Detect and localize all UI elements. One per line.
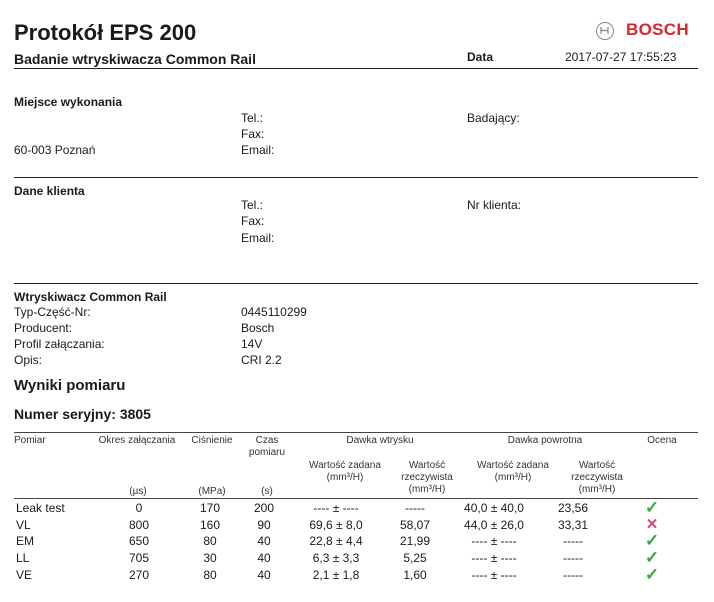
cell-cisnienie: 80 [203,568,217,582]
field-label: Profil załączania: [14,337,105,351]
client-tel-label: Tel.: [241,198,264,212]
cell-wtr-rzecz: 21,99 [399,534,431,548]
date-label: Data [467,50,494,64]
cell-wtr-zadana: 2,1 ± 1,8 [312,568,360,582]
cell-okres: 270 [128,568,150,582]
unit-mpa: (MPa) [198,486,226,497]
cell-okres: 0 [135,501,143,515]
page-title: Protokół EPS 200 [14,20,197,45]
location-fax-label: Fax: [241,127,265,141]
col-header-dawka-powrotna: Dawka powrotna [507,435,583,446]
cell-okres: 705 [128,551,150,565]
location-tel-label: Tel.: [241,111,264,125]
cell-wtr-zadana: 6,3 ± 3,3 [312,551,360,565]
cell-wtr-rzecz: ----- [405,501,425,515]
col-header-pow-zadana: Wartość zadana (mm³/H) [477,460,549,483]
col-header-wtr-zadana: Wartość zadana (mm³/H) [309,460,381,483]
cell-okres: 650 [128,534,150,548]
col-header-czas: Czas pomiaru [248,435,286,458]
field-value: 0445110299 [241,305,307,319]
cell-name: Leak test [16,501,65,515]
cell-wtr-zadana: 69,6 ± 8,0 [309,517,363,532]
cell-czas: 40 [257,568,271,582]
cell-pow-zadana: ---- ± ---- [471,551,517,565]
col-header-pow-rzeczywista: Wartość rzeczywista (mm³/H) [571,460,623,495]
table-header-line [14,498,698,499]
client-divider [14,283,698,284]
field-value: 14V [241,337,263,351]
location-email-label: Email: [241,143,275,157]
location-divider [14,177,698,178]
cell-czas: 90 [257,517,271,532]
cell-wtr-rzecz: 5,25 [403,551,427,565]
field-value: Bosch [241,321,275,335]
client-number-label: Nr klienta: [467,198,522,212]
field-label: Opis: [14,353,43,367]
cell-wtr-zadana: 22,8 ± 4,4 [309,534,363,548]
field-label: Typ-Część-Nr: [14,305,91,319]
unit-us: (µs) [129,486,147,497]
cell-wtr-rzecz: 1,60 [403,568,427,582]
table-top-line [14,432,698,433]
table-row [14,533,698,550]
cell-cisnienie: 160 [199,517,221,532]
table-row [14,500,698,517]
cell-pow-rzecz: ----- [563,551,583,565]
table-row [14,550,698,567]
cell-name: EM [16,534,34,548]
cell-name: LL [16,551,30,565]
cell-czas: 200 [253,501,275,515]
cell-pow-rzecz: 23,56 [557,501,589,515]
field-label: Producent: [14,321,73,335]
col-header-okres: Okres załączania [98,435,176,446]
location-title: Miejsce wykonania [14,95,123,109]
cell-czas: 40 [257,551,271,565]
cell-pow-rzecz: ----- [563,568,583,582]
unit-s: (s) [261,486,273,497]
cell-cisnienie: 80 [203,534,217,548]
col-header-cisnienie: Ciśnienie [191,435,233,446]
cell-pow-rzecz: 33,31 [557,517,589,532]
cell-ocena [606,567,698,584]
cell-wtr-zadana: ---- ± ---- [313,501,359,515]
cell-name: VL [16,517,31,532]
table-row [14,567,698,584]
cell-czas: 40 [257,534,271,548]
cell-okres: 800 [128,517,150,532]
serial-number: Numer seryjny: 3805 [14,406,151,422]
col-header-dawka-wtrysku: Dawka wtrysku [346,435,414,446]
client-title: Dane klienta [14,184,85,198]
cross-icon: ✕ [645,516,659,533]
tester-label: Badający: [467,111,520,125]
cell-pow-rzecz: ----- [563,534,583,548]
col-header-pomiar: Pomiar [14,435,46,446]
cell-pow-zadana: ---- ± ---- [471,568,517,582]
results-title: Wyniki pomiaru [14,377,126,394]
results-table [14,500,698,584]
cell-ocena [606,500,698,517]
cell-cisnienie: 30 [203,551,217,565]
check-icon: ✓ [644,548,660,567]
check-icon: ✓ [644,498,660,517]
col-header-wtr-rzeczywista: Wartość rzeczywista (mm³/H) [401,460,453,495]
injector-title: Wtryskiwacz Common Rail [14,290,167,304]
date-value: 2017-07-27 17:55:23 [565,50,677,64]
check-icon: ✓ [644,565,660,584]
client-fax-label: Fax: [241,214,265,228]
bosch-logo-icon [596,22,614,40]
cell-cisnienie: 170 [199,501,221,515]
header-divider [14,68,698,69]
location-address: 60-003 Poznań [14,143,96,157]
table-row [14,517,698,533]
client-email-label: Email: [241,231,275,245]
page-subtitle: Badanie wtryskiwacza Common Rail [14,51,256,67]
cell-pow-zadana: 40,0 ± 40,0 [464,501,524,515]
brand-name: BOSCH [626,20,689,39]
col-header-ocena: Ocena [647,435,677,446]
cell-pow-zadana: 44,0 ± 26,0 [464,517,524,532]
check-icon: ✓ [644,531,660,550]
cell-name: VE [16,568,33,582]
cell-pow-zadana: ---- ± ---- [471,534,517,548]
cell-wtr-rzecz: 58,07 [399,517,431,532]
field-value: CRI 2.2 [241,353,282,367]
